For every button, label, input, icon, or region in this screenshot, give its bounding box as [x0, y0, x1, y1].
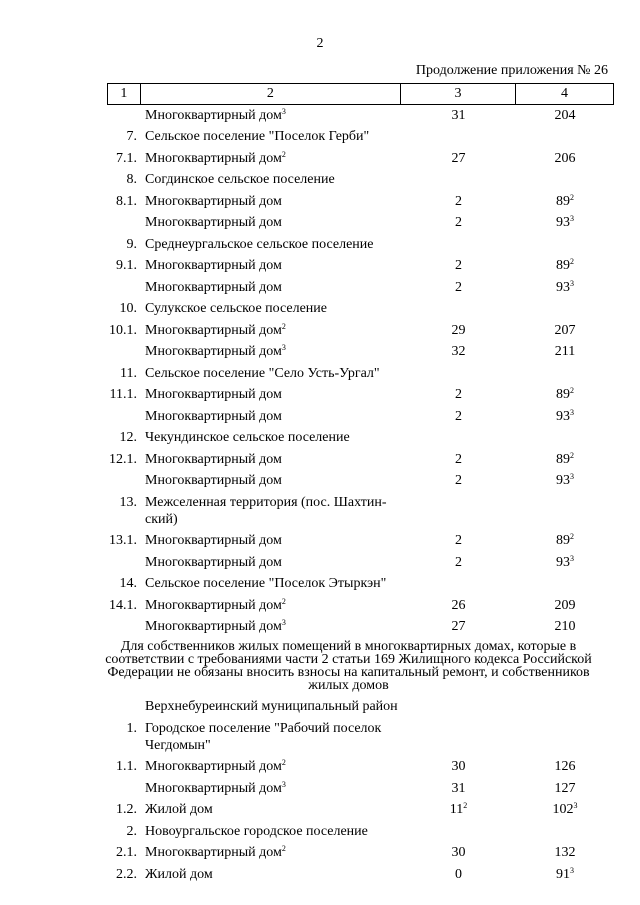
row-value-col3-text: 31	[451, 780, 466, 796]
footnote-mark: 2	[281, 844, 286, 853]
row-name	[139, 322, 401, 339]
table-row	[107, 800, 614, 822]
footnote-mark: 2	[281, 596, 286, 606]
row-name-text: Многоквартирный дом	[145, 150, 282, 166]
row-number	[107, 128, 139, 145]
row-value-col4-text: 89	[556, 533, 570, 548]
row-number	[107, 365, 139, 382]
row-name	[139, 758, 401, 775]
row-value-col3-text: 2	[455, 473, 462, 488]
row-name	[139, 597, 401, 614]
row-name	[139, 128, 401, 145]
row-name	[139, 720, 401, 754]
row-name	[139, 300, 401, 317]
footnote-mark: 2	[570, 532, 574, 541]
row-value-col4-text: 204	[554, 107, 576, 123]
row-number-text: 2.	[126, 823, 137, 839]
row-name-text: Городское поселение "Рабочий поселок Чегдомын"	[145, 720, 382, 753]
footnote-mark: 2	[570, 257, 574, 266]
row-value-col3-text: 2	[455, 408, 462, 424]
table-row	[107, 778, 614, 800]
row-name	[139, 780, 401, 797]
row-value-col4-text: 207	[554, 322, 576, 338]
table-row	[107, 105, 614, 127]
row-name	[139, 618, 401, 635]
table-row	[107, 595, 614, 617]
row-value-col3-text: 2	[455, 451, 462, 467]
row-value-col4-text: 211	[554, 344, 576, 359]
table-row	[107, 492, 614, 531]
row-number-text: 11.1.	[109, 387, 137, 402]
row-number-text: 8.	[126, 172, 137, 187]
row-number-text: 7.1.	[116, 150, 137, 166]
row-value-col3-text: 30	[451, 845, 466, 860]
row-name-text: Жилой дом	[145, 866, 213, 882]
row-name	[139, 554, 401, 571]
row-number-text: 2.1.	[116, 845, 137, 860]
row-value-col4	[516, 597, 614, 614]
table-row	[107, 471, 614, 493]
row-value-col4	[516, 150, 614, 167]
table-row	[107, 127, 614, 149]
row-value-col4	[516, 451, 614, 468]
row-value-col3	[401, 597, 516, 614]
row-value-col3-text: 29	[451, 322, 466, 338]
row-name-text: Жилой дом	[145, 802, 213, 817]
table-row	[107, 385, 614, 407]
row-value-col4-text: 93	[556, 408, 570, 424]
column-header-1: 1	[108, 84, 141, 105]
row-number-text: 14.	[119, 576, 137, 591]
row-name	[139, 236, 401, 253]
table-row	[107, 449, 614, 471]
row-value-col3	[401, 758, 516, 775]
row-name	[139, 532, 401, 549]
row-value-col4	[516, 844, 614, 861]
row-number	[107, 801, 139, 818]
row-number	[107, 171, 139, 188]
row-value-col3-text: 11	[449, 802, 464, 817]
row-value-col4-text: 93	[556, 215, 570, 230]
row-number-text: 7.	[126, 129, 137, 144]
row-value-col4-text: 93	[556, 279, 570, 295]
row-name-text: Многоквартирный дом	[145, 780, 282, 796]
row-value-col3	[401, 844, 516, 861]
row-name	[139, 823, 401, 840]
row-number-text: 10.1.	[109, 322, 137, 338]
row-name-text: Межселенная территория (пос. Шахтин-ский)	[145, 494, 387, 527]
row-number-text: 1.	[126, 720, 137, 736]
row-value-col4	[516, 866, 614, 883]
row-name	[139, 107, 401, 124]
row-value-col4-text: 209	[554, 597, 576, 613]
footnote-mark: 3	[281, 106, 286, 116]
row-value-col4	[516, 408, 614, 425]
row-name-text: Согдинское сельское поселение	[145, 172, 335, 187]
row-value-col4	[516, 214, 614, 231]
page-number: 2	[316, 36, 324, 51]
table-row	[107, 406, 614, 428]
row-number	[107, 257, 139, 274]
row-number-text: 9.1.	[116, 258, 137, 273]
row-number-text: 12.1.	[109, 451, 137, 467]
note-text: Для собственников жилых помещений в многоквартирных домах, которые в соответствии с требованиями части 2 статьи 169 Жилищного кодекса Российской Федерации не обязаны вносить взносы на капитальный ремонт, и собственников жилых домов	[105, 639, 592, 693]
footnote-mark: 2	[281, 321, 286, 331]
row-value-col3-text: 31	[451, 107, 466, 123]
row-value-col3-text: 2	[455, 215, 462, 230]
row-name	[139, 575, 401, 592]
row-value-col4-text: 91	[556, 866, 570, 882]
row-value-col3	[401, 554, 516, 571]
row-value-col3-text: 2	[455, 387, 462, 402]
footnote-mark: 3	[570, 472, 574, 481]
row-name-text: Многоквартирный дом	[145, 408, 282, 424]
table-row	[107, 757, 614, 779]
table-row	[107, 552, 614, 574]
row-name	[139, 408, 401, 425]
row-name	[139, 494, 401, 528]
row-number	[107, 193, 139, 210]
table-row	[107, 864, 614, 886]
row-number	[107, 429, 139, 446]
row-number-text: 13.1.	[109, 533, 137, 548]
row-number-text: 11.	[120, 365, 137, 381]
row-value-col4	[516, 322, 614, 339]
table-row	[107, 428, 614, 450]
row-number-text: 13.	[119, 494, 137, 510]
row-name	[139, 150, 401, 167]
row-name	[139, 343, 401, 360]
table-row	[107, 574, 614, 596]
row-name-text: Многоквартирный дом	[145, 473, 282, 488]
row-value-col3	[401, 780, 516, 797]
row-number	[107, 844, 139, 861]
footnote-mark: 2	[281, 758, 286, 767]
row-number	[107, 575, 139, 592]
row-number-text: 12.	[119, 430, 137, 445]
row-name	[139, 451, 401, 468]
row-value-col4-text: 127	[554, 780, 576, 796]
footnote-mark: 3	[570, 865, 574, 875]
row-value-col3-text: 2	[455, 193, 462, 209]
row-number	[107, 386, 139, 403]
row-number	[107, 720, 139, 737]
row-value-col3	[401, 150, 516, 167]
row-name	[139, 171, 401, 188]
row-value-col4	[516, 532, 614, 549]
row-value-col4	[516, 780, 614, 797]
row-name-text: Многоквартирный дом	[145, 533, 282, 548]
row-name	[139, 193, 401, 210]
row-value-col3	[401, 532, 516, 549]
table-row	[107, 821, 614, 843]
row-name-text: Многоквартирный дом	[145, 597, 282, 613]
row-value-col3	[401, 618, 516, 635]
footnote-mark: 2	[570, 386, 574, 395]
row-value-col4-text: 89	[556, 258, 570, 273]
row-value-col3-text: 26	[451, 597, 466, 613]
row-value-col3-text: 32	[451, 344, 466, 359]
row-number	[107, 597, 139, 614]
row-value-col3-text: 0	[455, 866, 462, 882]
row-value-col4	[516, 758, 614, 775]
row-value-col4-text: 89	[556, 451, 570, 467]
row-value-col3	[401, 193, 516, 210]
row-number	[107, 236, 139, 253]
row-number	[107, 758, 139, 775]
row-value-col4	[516, 107, 614, 124]
row-value-col4-text: 126	[554, 759, 576, 774]
row-value-col3	[401, 343, 516, 360]
row-value-col4-text: 210	[554, 619, 576, 634]
note-block	[95, 638, 625, 696]
row-name-text: Среднеургальское сельское поселение	[145, 236, 374, 252]
row-name	[139, 866, 401, 883]
row-name-text: Многоквартирный дом	[145, 554, 282, 570]
table-row	[107, 277, 614, 299]
row-number	[107, 823, 139, 840]
row-name	[139, 214, 401, 231]
row-value-col4	[516, 257, 614, 274]
row-name-text: Многоквартирный дом	[145, 215, 282, 230]
row-value-col3-text: 27	[451, 619, 466, 634]
row-name-text: Сельское поселение "Поселок Герби"	[145, 129, 370, 144]
row-number-text: 14.1.	[109, 597, 137, 613]
row-value-col3-text: 27	[451, 150, 466, 166]
table-body	[107, 105, 614, 886]
footnote-mark: 3	[573, 801, 578, 810]
table-row	[107, 148, 614, 170]
row-name-text: Многоквартирный дом	[145, 759, 282, 774]
row-name	[139, 365, 401, 382]
row-number-text: 9.	[126, 236, 137, 252]
row-number-text: 1.1.	[116, 759, 137, 774]
table-row	[107, 617, 614, 639]
footnote-mark: 2	[570, 450, 574, 460]
row-name-text: Новоургальское городское поселение	[145, 823, 368, 839]
row-name-text: Многоквартирный дом	[145, 193, 282, 209]
table-row	[107, 170, 614, 192]
row-number	[107, 150, 139, 167]
row-name-text: Сельское поселение "Село Усть-Ургал"	[145, 365, 380, 381]
row-value-col4	[516, 618, 614, 635]
row-name-text: Многоквартирный дом	[145, 344, 282, 359]
row-value-col3-text: 2	[455, 533, 462, 548]
table-row	[107, 342, 614, 364]
table-row	[107, 299, 614, 321]
row-name-text: Многоквартирный дом	[145, 322, 282, 338]
row-name	[139, 801, 401, 818]
row-number	[107, 532, 139, 549]
row-value-col3	[401, 214, 516, 231]
table-row	[107, 718, 614, 757]
row-name	[139, 844, 401, 861]
row-name-text: Многоквартирный дом	[145, 387, 282, 402]
row-number	[107, 300, 139, 317]
row-value-col3	[401, 107, 516, 124]
table-row	[107, 234, 614, 256]
row-value-col4-text: 206	[554, 150, 576, 166]
row-number	[107, 494, 139, 511]
row-value-col4	[516, 554, 614, 571]
footnote-mark: 2	[463, 801, 468, 810]
row-name	[139, 386, 401, 403]
table-row	[107, 191, 614, 213]
row-number-text: 8.1.	[116, 193, 137, 209]
row-name-text: Чекундинское сельское поселение	[145, 430, 350, 445]
row-value-col3	[401, 801, 516, 818]
continuation-heading: Продолжение приложения № 26	[415, 63, 608, 78]
row-name-text: Многоквартирный дом	[145, 107, 282, 123]
row-value-col3	[401, 257, 516, 274]
row-value-col4-text: 132	[554, 845, 576, 860]
footnote-mark: 3	[281, 618, 286, 627]
row-name-text: Многоквартирный дом	[145, 279, 282, 295]
row-name-text: Сулукское сельское поселение	[145, 301, 327, 316]
footnote-mark: 2	[570, 192, 574, 202]
table-row	[107, 363, 614, 385]
row-name-text: Многоквартирный дом	[145, 845, 282, 860]
row-name	[139, 472, 401, 489]
row-value-col3	[401, 322, 516, 339]
row-value-col4-text: 89	[556, 193, 570, 209]
row-value-col3	[401, 451, 516, 468]
row-value-col4	[516, 801, 614, 818]
row-name	[139, 279, 401, 296]
row-name-text: Многоквартирный дом	[145, 451, 282, 467]
row-value-col3-text: 30	[451, 759, 466, 774]
table-row	[107, 843, 614, 865]
row-number	[107, 451, 139, 468]
table-row	[107, 531, 614, 553]
footnote-mark: 3	[570, 553, 574, 563]
row-value-col3	[401, 866, 516, 883]
row-number	[107, 322, 139, 339]
row-name	[139, 429, 401, 446]
rows-section-bottom	[107, 718, 614, 886]
row-name-text: Многоквартирный дом	[145, 258, 282, 273]
table-row	[107, 256, 614, 278]
row-number-text: 1.2.	[116, 802, 137, 817]
row-value-col4-text: 93	[556, 554, 570, 570]
row-value-col3-text: 2	[455, 554, 462, 570]
footnote-mark: 2	[281, 149, 286, 159]
footnote-mark: 3	[570, 214, 574, 223]
footnote-mark: 3	[570, 407, 574, 417]
row-value-col4-text: 93	[556, 473, 570, 488]
column-header-2: 2	[140, 84, 400, 105]
district-heading: Верхнебуреинский муниципальный район	[145, 699, 398, 714]
rows-section-top	[107, 105, 614, 638]
row-name	[139, 257, 401, 274]
table-row	[107, 320, 614, 342]
table-row	[107, 213, 614, 235]
row-name-text: Сельское поселение "Поселок Этыркэн"	[145, 576, 387, 591]
row-value-col3	[401, 408, 516, 425]
row-number	[107, 866, 139, 883]
row-value-col3	[401, 472, 516, 489]
column-header-3: 3	[401, 84, 516, 105]
row-value-col4-text: 89	[556, 387, 570, 402]
row-number-text: 2.2.	[116, 866, 137, 882]
row-value-col4	[516, 193, 614, 210]
column-header-4: 4	[515, 84, 613, 105]
row-value-col3	[401, 279, 516, 296]
footnote-mark: 3	[281, 779, 286, 789]
row-value-col3	[401, 386, 516, 403]
row-value-col4	[516, 386, 614, 403]
row-value-col3-text: 2	[455, 258, 462, 273]
column-header-table	[107, 83, 614, 105]
footnote-mark: 3	[281, 343, 286, 352]
row-value-col4-text: 102	[552, 802, 574, 817]
row-value-col4	[516, 279, 614, 296]
row-value-col3-text: 2	[455, 279, 462, 295]
row-number-text: 10.	[119, 301, 137, 316]
row-value-col4	[516, 343, 614, 360]
row-value-col4	[516, 472, 614, 489]
footnote-mark: 3	[570, 278, 574, 288]
row-name-text: Многоквартирный дом	[145, 619, 282, 634]
